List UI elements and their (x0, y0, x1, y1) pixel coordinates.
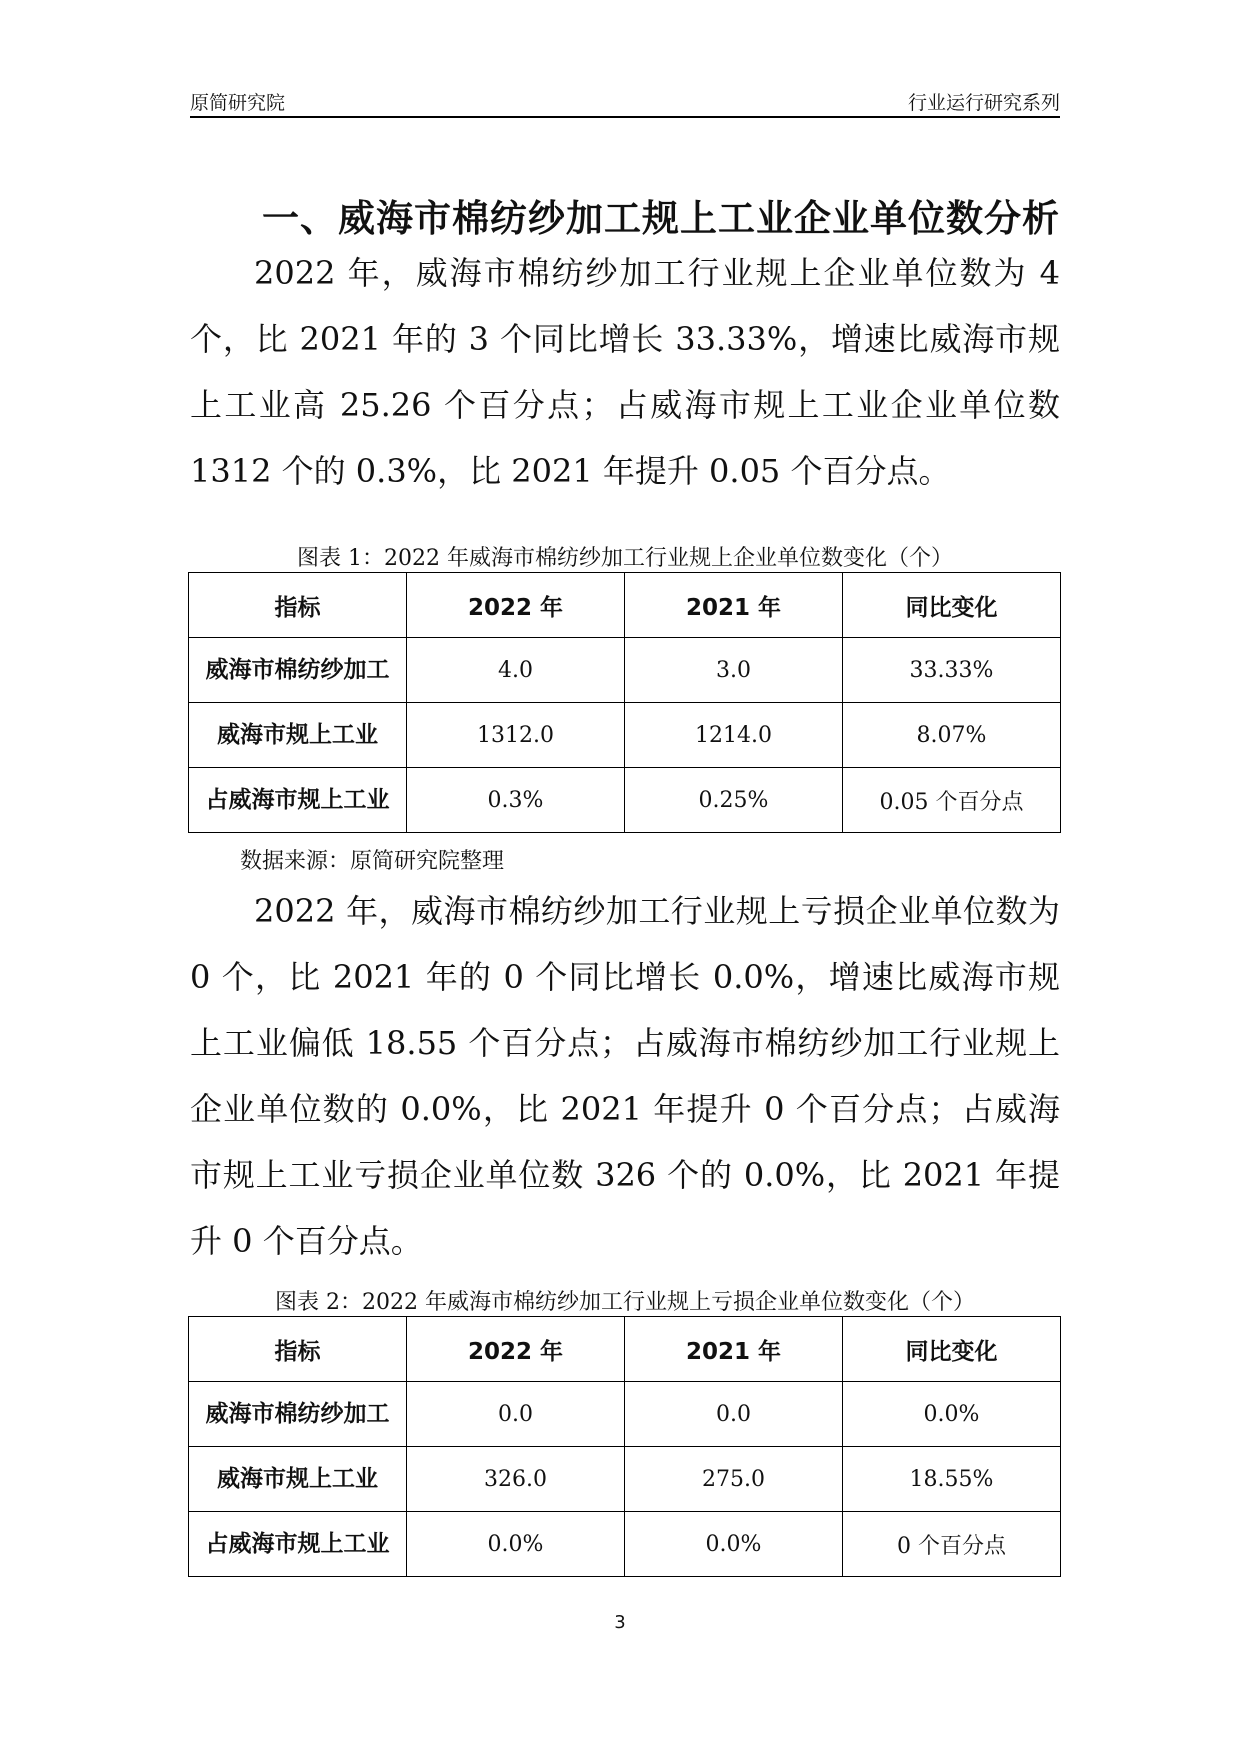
row-label: 占威海市规上工业 (189, 1512, 407, 1577)
table-cell: 1312.0 (407, 703, 625, 768)
table-row (189, 1447, 1061, 1512)
table-1 (188, 572, 1061, 833)
table-header-cell: 指标 (189, 1317, 407, 1382)
page-number: 3 (614, 1612, 626, 1633)
row-label: 威海市规上工业 (189, 703, 407, 768)
table-cell: 0.0 (625, 1382, 843, 1447)
table-cell: 0 个百分点 (843, 1512, 1061, 1577)
row-label: 威海市规上工业 (189, 1447, 407, 1512)
section-title: 一、威海市棉纺纱加工规上工业企业单位数分析 (262, 197, 1060, 240)
table-cell: 0.3% (407, 768, 625, 833)
table-cell: 4.0 (407, 638, 625, 703)
table-cell: 1214.0 (625, 703, 843, 768)
table-cell: 275.0 (625, 1447, 843, 1512)
table-header-cell: 指标 (189, 573, 407, 638)
table-cell: 8.07% (843, 703, 1061, 768)
table-row (189, 1382, 1061, 1447)
row-label: 威海市棉纺纱加工 (189, 638, 407, 703)
table-cell: 326.0 (407, 1447, 625, 1512)
table-cell: 18.55% (843, 1447, 1061, 1512)
paragraph-2: 2022 年，威海市棉纺纱加工行业规上亏损企业单位数为 0 个，比 2021 年的 0 个同比增长 0.0%，增速比威海市规上工业偏低 18.55 个百分点；占威海市棉纺纱加工行业规上企业单位数的 0.0%，比 2021 年提升 0 个百分点；占威海市规上工业亏损企业单位数 326 个的 0.0%，比 2021 年提升 0 个百分点。 (190, 892, 1060, 1260)
table-header-cell: 2022 年 (407, 1317, 625, 1382)
data-source-note: 数据来源：原简研究院整理 (240, 849, 505, 874)
table-header-cell: 同比变化 (843, 573, 1061, 638)
row-label: 威海市棉纺纱加工 (189, 1382, 407, 1447)
table-cell: 0.0% (407, 1512, 625, 1577)
table-cell: 3.0 (625, 638, 843, 703)
page-header (190, 86, 1060, 118)
table-row (189, 768, 1061, 833)
table-cell: 0.0% (843, 1382, 1061, 1447)
table-cell: 0.25% (625, 768, 843, 833)
table-cell: 0.0 (407, 1382, 625, 1447)
table-header-cell: 2021 年 (625, 1317, 843, 1382)
paragraph-1: 2022 年，威海市棉纺纱加工行业规上企业单位数为 4 个，比 2021 年的 3 个同比增长 33.33%，增速比威海市规上工业高 25.26 个百分点；占威海市规上工业企业单位数 1312 个的 0.3%，比 2021 年提升 0.05 个百分点。 (190, 254, 1060, 490)
table-2-caption: 图表 2：2022 年威海市棉纺纱加工行业规上亏损企业单位数变化（个） (275, 1290, 975, 1315)
table-cell: 0.0% (625, 1512, 843, 1577)
row-label: 占威海市规上工业 (189, 768, 407, 833)
table-row (189, 1512, 1061, 1577)
header-series-name: 行业运行研究系列 (907, 92, 1060, 114)
table-header-cell: 2021 年 (625, 573, 843, 638)
table-row (189, 703, 1061, 768)
header-org-name: 原简研究院 (190, 92, 286, 114)
table-1-caption: 图表 1：2022 年威海市棉纺纱加工行业规上企业单位数变化（个） (297, 546, 953, 571)
table-1-header-row (189, 573, 1061, 638)
table-cell: 0.05 个百分点 (843, 768, 1061, 833)
table-cell: 33.33% (843, 638, 1061, 703)
table-row (189, 638, 1061, 703)
table-2-header-row (189, 1317, 1061, 1382)
table-header-cell: 同比变化 (843, 1317, 1061, 1382)
table-2 (188, 1316, 1061, 1577)
table-header-cell: 2022 年 (407, 573, 625, 638)
